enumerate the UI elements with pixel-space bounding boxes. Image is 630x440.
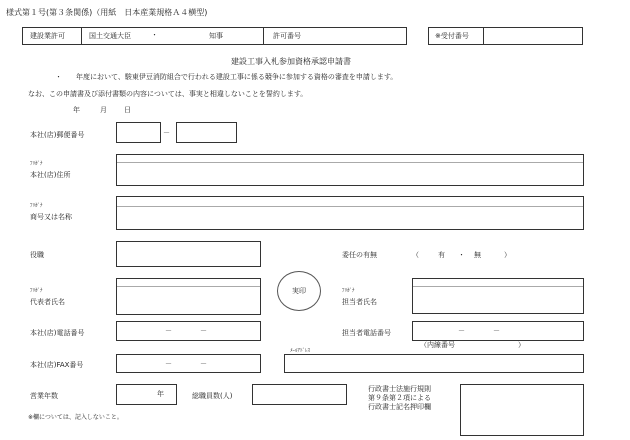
furigana-divider [413, 286, 583, 287]
license-header-bar [22, 27, 407, 45]
date-year: 年 [73, 106, 80, 114]
contact-name-label: 担当者氏名 [342, 298, 377, 306]
scrivener-label-line-1: 行政書士法施行規則 [368, 385, 431, 393]
reception-number-box [428, 27, 583, 45]
scrivener-label-line-3: 行政書士記名押印欄 [368, 403, 431, 411]
contact-name-field[interactable] [412, 278, 584, 314]
declaration-line-2: なお、この申請書及び添付書類の内容については、事実と相違しないことを誓約します。 [28, 90, 308, 98]
furigana-divider [117, 162, 583, 163]
date-day: 日 [124, 106, 131, 114]
rep-furigana-label: ﾌﾘｶﾞﾅ [30, 288, 43, 294]
document-title: 建設工事入札参加資格承認申請書 [231, 57, 351, 66]
date-month: 月 [100, 106, 107, 114]
years-label: 営業年数 [30, 392, 58, 400]
email-field[interactable] [284, 354, 584, 373]
furigana-divider [117, 206, 583, 207]
furigana-divider [117, 286, 260, 287]
divider [263, 28, 264, 44]
postal-code-first-field[interactable] [116, 122, 161, 143]
fax-separators: － － [165, 360, 207, 368]
rep-name-field[interactable] [116, 278, 261, 315]
extension-label: （内線番号 ） [420, 341, 525, 349]
postal-label: 本社(店)郵便番号 [30, 131, 85, 139]
fax-field[interactable] [116, 354, 261, 373]
fax-label: 本社(店)FAX番号 [30, 361, 84, 369]
governor-label: 知事 [209, 32, 223, 40]
address-label: 本社(店)住所 [30, 171, 71, 179]
phone-field[interactable] [116, 321, 261, 341]
position-label: 役職 [30, 251, 44, 259]
footnote: ※欄については、記入しないこと。 [28, 414, 123, 421]
declaration-line-1: 年度において、駿東伊豆消防組合で行われる建設工事に係る競争に参加する資格の審査を申請します。 [76, 73, 398, 81]
email-label: ﾒｰﾙｱﾄﾞﾚｽ [290, 348, 311, 354]
address-furigana-label: ﾌﾘｶﾞﾅ [30, 161, 43, 167]
seal-label: 実印 [292, 287, 306, 295]
company-name-field[interactable] [116, 196, 584, 230]
years-field[interactable] [116, 384, 177, 405]
seal-circle [277, 271, 321, 311]
delegation-label: 委任の有無 [342, 251, 377, 259]
rep-name-label: 代表者氏名 [30, 298, 65, 306]
company-name-label: 商号又は名称 [30, 213, 72, 221]
contact-phone-separators: － － [458, 327, 500, 335]
scrivener-label-line-2: 第９条第２項による [368, 394, 431, 402]
position-field[interactable] [116, 241, 261, 267]
bullet: ・ [55, 73, 62, 81]
postal-dash: － [163, 129, 170, 137]
contact-phone-field[interactable] [412, 321, 584, 341]
authority-label: 国土交通大臣 [89, 32, 131, 40]
separator-dot: ・ [151, 31, 158, 39]
address-field[interactable] [116, 154, 584, 186]
name-furigana-label: ﾌﾘｶﾞﾅ [30, 203, 43, 209]
form-title: 様式第１号(第３条関係)（用紙 日本産業規格Ａ４横型) [6, 8, 208, 17]
permit-no-label: 許可番号 [273, 32, 301, 40]
phone-separators: － － [165, 327, 207, 335]
divider [81, 28, 82, 44]
years-unit: 年 [157, 390, 164, 398]
delegation-dot: ・ [458, 251, 465, 259]
delegation-close: ） [504, 251, 511, 259]
delegation-yes-option[interactable]: 有 [438, 251, 445, 259]
contact-phone-label: 担当者電話番号 [342, 329, 391, 337]
delegation-no-option[interactable]: 無 [474, 251, 481, 259]
postal-code-second-field[interactable] [176, 122, 237, 143]
divider [483, 28, 484, 44]
phone-label: 本社(店)電話番号 [30, 329, 85, 337]
staff-count-field[interactable] [252, 384, 347, 405]
scrivener-seal-field[interactable] [460, 384, 584, 436]
contact-furigana-label: ﾌﾘｶﾞﾅ [342, 288, 355, 294]
staff-count-label: 総職員数(人) [192, 392, 233, 400]
license-label: 建設業許可 [30, 32, 65, 40]
delegation-open: （ [412, 251, 419, 259]
reception-label: ※受付番号 [435, 32, 469, 40]
